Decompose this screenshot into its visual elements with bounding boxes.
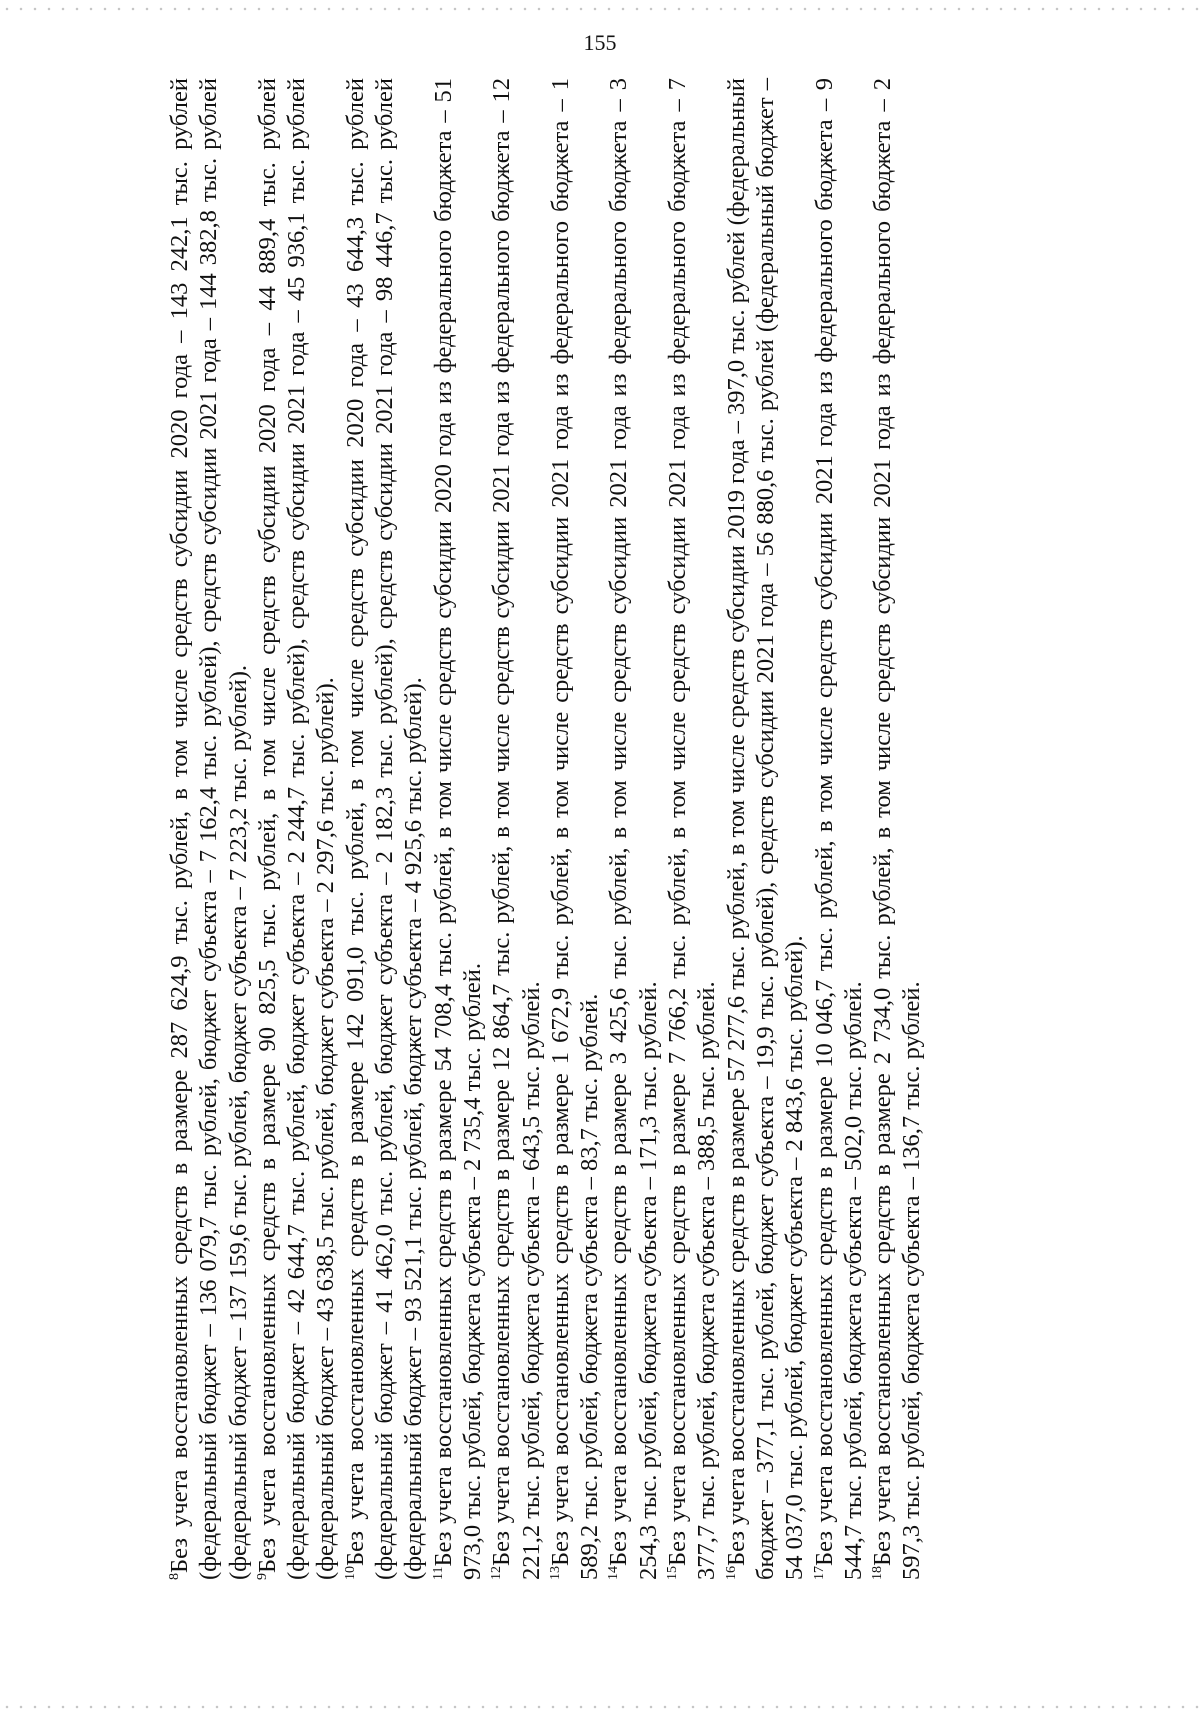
footnote-9 <box>253 78 341 1618</box>
footnote-16 <box>722 78 810 1618</box>
footnote-8 <box>165 78 253 1618</box>
footnote-mark: 14 <box>606 1566 622 1580</box>
footnote-text: Без учета восстановленных средств в размере 54 708,4 тыс. рублей, в том числе средств субсидии 2020 года из федерального бюджета – 51 973,0 тыс. рублей, бюджета субъекта – 2 735,4 тыс. рублей. <box>429 78 486 1580</box>
footnote-mark: 17 <box>811 1566 827 1580</box>
footnote-mark: 8 <box>166 1573 182 1580</box>
footnote-text: Без учета восстановленных средств в размере 7 766,2 тыс. рублей, в том числе средств субсидии 2021 года из федерального бюджета – 7 377,7 тыс. рублей, бюджета субъекта – 388,5 тыс. рублей. <box>664 78 721 1580</box>
footnote-text: Без учета восстановленных средств в размере 2 734,0 тыс. рублей, в том числе средств субсидии 2021 года из федерального бюджета – 2 597,3 тыс. рублей, бюджета субъекта – 136,7 тыс. рублей. <box>869 78 926 1580</box>
footnote-mark: 11 <box>430 1566 446 1580</box>
footnote-mark: 15 <box>664 1566 680 1580</box>
footnote-11 <box>429 78 488 1618</box>
footnote-mark: 9 <box>254 1573 270 1580</box>
footnote-text: Без учета восстановленных средств в размере 90 825,5 тыс. рублей, в том числе средств субсидии 2020 года – 44 889,4 тыс. рублей (федеральный бюджет – 42 644,7 тыс. рублей, бюджет субъекта – 2 244,7 тыс. рублей), средств субсидии 2021 года – 45 936,1 тыс. рублей (федеральный бюджет – 43 638,5 тыс. рублей, бюджет субъекта – 2 297,6 тыс. рублей). <box>253 78 340 1580</box>
footnote-18 <box>868 78 927 1618</box>
scan-bottom-edge <box>0 1702 1200 1712</box>
footnote-text: Без учета восстановленных средств в размере 287 624,9 тыс. рублей, в том числе средств субсидии 2020 года – 143 242,1 тыс. рублей (федеральный бюджет – 136 079,7 тыс. рублей, бюджет субъекта – 7 162,4 тыс. рублей), средств субсидии 2021 года – 144 382,8 тыс. рублей (федеральный бюджет – 137 159,6 тыс. рублей, бюджет субъекта – 7 223,2 тыс. рублей). <box>166 78 252 1580</box>
footnote-mark: 10 <box>342 1566 358 1580</box>
footnote-14 <box>604 78 663 1618</box>
footnote-mark: 12 <box>489 1566 505 1580</box>
footnote-17 <box>810 78 869 1618</box>
footnote-text: Без учета восстановленных средств в размере 3 425,6 тыс. рублей, в том числе средств субсидии 2021 года из федерального бюджета – 3 254,3 тыс. рублей, бюджета субъекта – 171,3 тыс. рублей. <box>605 78 662 1580</box>
footnote-12 <box>487 78 546 1618</box>
footnote-text: Без учета восстановленных средств в размере 10 046,7 тыс. рублей, в том числе средств субсидии 2021 года из федерального бюджета – 9 544,7 тыс. рублей, бюджета субъекта – 502,0 тыс. рублей. <box>810 78 867 1580</box>
footnote-13 <box>546 78 605 1618</box>
footnote-mark: 13 <box>547 1566 563 1580</box>
footnotes-block <box>165 78 1095 1618</box>
footnote-15 <box>663 78 722 1618</box>
footnote-text: Без учета восстановленных средств в размере 1 672,9 тыс. рублей, в том числе средств субсидии 2021 года из федерального бюджета – 1 589,2 тыс. рублей, бюджета субъекта – 83,7 тыс. рублей. <box>546 78 604 1580</box>
scan-top-edge <box>0 4 1200 14</box>
page-number: 155 <box>583 30 617 55</box>
footnote-mark: 16 <box>723 1566 739 1580</box>
footnote-mark: 18 <box>869 1566 885 1580</box>
footnote-10 <box>341 78 429 1618</box>
footnote-text: Без учета восстановленных средств в размере 12 864,7 тыс. рублей, в том числе средств субсидии 2021 года из федерального бюджета – 12 221,2 тыс. рублей, бюджета субъекта – 643,5 тыс. рублей. <box>488 78 545 1580</box>
footnote-text: Без учета восстановленных средств в размере 57 277,6 тыс. рублей, в том числе средств субсидии 2019 года – 397,0 тыс. рублей (федеральный бюджет – 377,1 тыс. рублей, бюджет субъекта – 19,9 тыс. рублей), средств субсидии 2021 года – 56 880,6 тыс. рублей (федеральный бюджет – 54 037,0 тыс. рублей, бюджет субъекта – 2 843,6 тыс. рублей). <box>722 78 809 1580</box>
footnote-text: Без учета восстановленных средств в размере 142 091,0 тыс. рублей, в том числе средств субсидии 2020 года – 43 644,3 тыс. рублей (федеральный бюджет – 41 462,0 тыс. рублей, бюджет субъекта – 2 182,3 тыс. рублей), средств субсидии 2021 года – 98 446,7 тыс. рублей (федеральный бюджет – 93 521,1 тыс. рублей, бюджет субъекта – 4 925,6 тыс. рублей). <box>341 78 428 1580</box>
